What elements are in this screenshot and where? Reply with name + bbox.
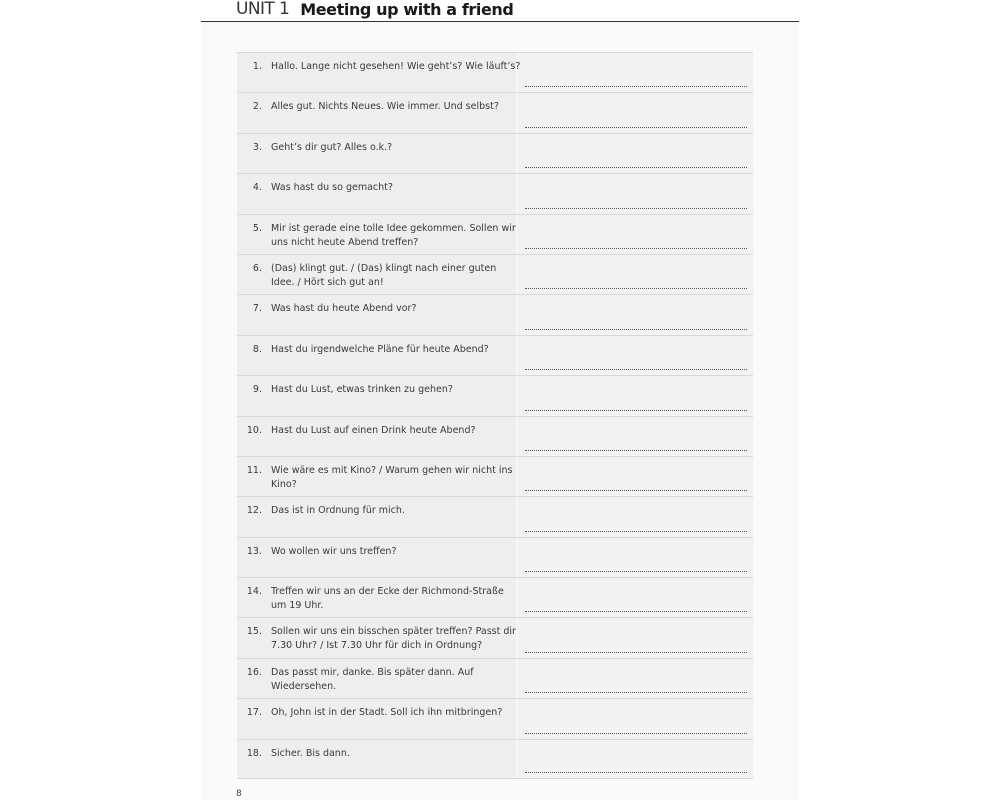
item-number: 5. xyxy=(252,222,262,234)
item-number: 11. xyxy=(246,464,262,476)
german-phrase: Wie wäre es mit Kino? / Warum gehen wir nicht ins Kino? xyxy=(271,464,513,490)
exercise-row xyxy=(237,335,753,375)
answer-line[interactable] xyxy=(525,410,747,411)
german-phrase: Hast du Lust auf einen Drink heute Abend? xyxy=(271,424,476,436)
item-number: 7. xyxy=(252,303,262,315)
answer-line[interactable] xyxy=(525,86,747,87)
answer-line[interactable] xyxy=(525,531,747,532)
exercise-row xyxy=(237,537,753,577)
german-phrase: Alles gut. Nichts Neues. Wie immer. Und selbst? xyxy=(271,101,499,113)
item-number: 4. xyxy=(252,182,262,194)
exercise-row xyxy=(237,739,753,779)
german-phrase: Hallo. Lange nicht gesehen! Wie geht’s? Wie läuft’s? xyxy=(271,61,521,72)
unit-title: Meeting up with a friend xyxy=(300,0,514,19)
exercise-row xyxy=(237,496,753,536)
exercise-row xyxy=(237,456,753,496)
answer-line[interactable] xyxy=(525,571,747,572)
answer-line[interactable] xyxy=(525,772,747,773)
answer-line[interactable] xyxy=(525,369,747,370)
answer-line[interactable] xyxy=(525,208,747,209)
answer-line[interactable] xyxy=(525,733,747,734)
german-phrase: Oh, John ist in der Stadt. Soll ich ihn mitbringen? xyxy=(271,707,503,719)
exercise-row xyxy=(237,214,753,254)
unit-label: UNIT 1 xyxy=(236,0,290,19)
exercise-row xyxy=(237,416,753,456)
exercise-row xyxy=(237,254,753,294)
exercise-list xyxy=(237,52,753,779)
item-number: 10. xyxy=(246,424,262,436)
answer-line[interactable] xyxy=(525,611,747,612)
exercise-row xyxy=(237,577,753,617)
exercise-row xyxy=(237,92,753,132)
item-number: 3. xyxy=(252,141,262,153)
german-phrase: Das passt mir, danke. Bis später dann. Auf Wiedersehen. xyxy=(271,666,474,692)
answer-line[interactable] xyxy=(525,167,747,168)
german-phrase: Was hast du heute Abend vor? xyxy=(271,303,417,315)
answer-line[interactable] xyxy=(525,490,747,491)
item-number: 16. xyxy=(246,666,262,678)
item-number: 9. xyxy=(252,384,262,396)
exercise-row xyxy=(237,294,753,334)
item-number: 15. xyxy=(246,626,262,638)
german-phrase: Wo wollen wir uns treffen? xyxy=(271,545,397,557)
answer-line[interactable] xyxy=(525,450,747,451)
exercise-row xyxy=(237,133,753,173)
exercise-row xyxy=(237,173,753,213)
item-number: 18. xyxy=(246,747,262,759)
item-number: 6. xyxy=(252,262,262,274)
german-phrase: Hast du irgendwelche Pläne für heute Abend? xyxy=(271,343,489,355)
german-phrase: Treffen wir uns an der Ecke der Richmond-Straße um 19 Uhr. xyxy=(271,586,504,612)
german-phrase: Was hast du so gemacht? xyxy=(271,182,393,194)
answer-line[interactable] xyxy=(525,248,747,249)
item-number: 14. xyxy=(246,586,262,598)
item-number: 17. xyxy=(246,707,262,719)
exercise-row xyxy=(237,375,753,415)
german-phrase: Sollen wir uns ein bisschen später treffen? Passt dir 7.30 Uhr? / Ist 7.30 Uhr für dich in Ordnung? xyxy=(271,626,516,652)
german-phrase: Mir ist gerade eine tolle Idee gekommen. Sollen wir uns nicht heute Abend treffen? xyxy=(271,222,516,248)
unit-header xyxy=(201,0,799,22)
item-number: 2. xyxy=(252,101,262,113)
german-phrase: Hast du Lust, etwas trinken zu gehen? xyxy=(271,384,453,396)
item-number: 1. xyxy=(252,61,262,72)
answer-line[interactable] xyxy=(525,329,747,330)
exercise-row xyxy=(237,52,753,92)
item-number: 8. xyxy=(252,343,262,355)
answer-line[interactable] xyxy=(525,692,747,693)
german-phrase: Sicher. Bis dann. xyxy=(271,747,350,759)
german-phrase: Das ist in Ordnung für mich. xyxy=(271,505,405,517)
page-number: 8 xyxy=(236,789,242,799)
exercise-row xyxy=(237,617,753,657)
answer-line[interactable] xyxy=(525,127,747,128)
item-number: 13. xyxy=(246,545,262,557)
exercise-row xyxy=(237,658,753,698)
answer-line[interactable] xyxy=(525,288,747,289)
german-phrase: (Das) klingt gut. / (Das) klingt nach einer guten Idee. / Hört sich gut an! xyxy=(271,262,497,288)
exercise-row xyxy=(237,698,753,738)
item-number: 12. xyxy=(246,505,262,517)
answer-line[interactable] xyxy=(525,652,747,653)
german-phrase: Geht’s dir gut? Alles o.k.? xyxy=(271,141,393,153)
